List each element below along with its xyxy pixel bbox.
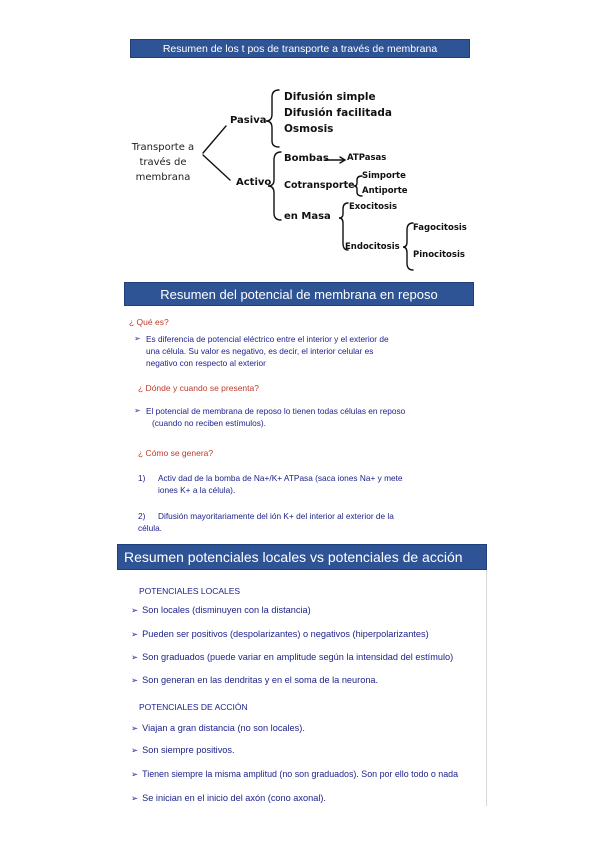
answer-line: Activ dad de la bomba de Na+/K+ ATPasa (saca iones Na+ y mete (158, 473, 403, 483)
section-banner-resting-potential: Resumen del potencial de membrana en reposo (124, 282, 474, 306)
item-endocitosis: Endocitosis (345, 242, 400, 252)
list-item-text: Son siempre positivos. (142, 745, 235, 755)
list-item-text: Viajan a gran distancia (no son locales). (142, 723, 305, 733)
answer-line: negativo con respecto al exterior (146, 358, 266, 368)
bullet-arrow-icon: ➢ (131, 724, 139, 734)
label-pasiva: Pasiva (230, 115, 267, 126)
item-antiporte: Antiporte (362, 186, 408, 196)
section-banner-transport: Resumen de los t pos de transporte a través de membrana (130, 39, 470, 58)
list-item (131, 745, 235, 756)
bullet-arrow-icon: ➢ (131, 676, 139, 686)
bullet-arrow-icon: ➢ (131, 653, 139, 663)
question-donde: ¿ Dónde y cuando se presenta? (138, 383, 259, 393)
answer-que-es (146, 333, 446, 369)
answer-line: iones K+ a la célula). (158, 485, 236, 495)
item-fagocitosis: Fagocitosis (413, 223, 467, 233)
item-exocitosis: Exocitosis (349, 202, 398, 212)
item-difusion-simple: Difusión simple (284, 91, 376, 103)
item-simporte: Simporte (362, 171, 406, 181)
list-item (131, 605, 311, 616)
item-pinocitosis: Pinocitosis (413, 250, 465, 260)
list-item-text: Tienen siempre la misma amplitud (no son graduados). Son por ello todo o nada (142, 769, 459, 779)
bullet-arrow-icon: ➢ (131, 746, 139, 756)
answer-line: Es diferencia de potencial eléctrico entre el interior y el exterior de (146, 334, 389, 344)
label-activo: Activo (236, 177, 272, 188)
list-item (131, 769, 458, 780)
title-potenciales-accion: POTENCIALES DE ACCIÓN (139, 702, 248, 712)
item-cotransporte: Cotransporte (284, 180, 355, 191)
bullet-arrow-icon: ➢ (131, 770, 139, 780)
step-number-1: 1) (138, 473, 146, 483)
list-item (131, 793, 326, 804)
bullet-arrow-icon: ➢ (134, 334, 141, 343)
answer-line: (cuando no reciben estímulos). (152, 418, 266, 428)
list-item (131, 675, 378, 686)
question-como: ¿ Cómo se genera? (138, 448, 214, 458)
item-difusion-facilitada: Difusión facilitada (284, 107, 392, 119)
item-osmosis: Osmosis (284, 123, 334, 135)
answer-line: una célula. Su valor es negativo, es decir, el interior celular es (146, 346, 374, 356)
list-item-text: Son generan en las dendritas y en el soma de la neurona. (142, 675, 379, 685)
root-line-3: membrana (135, 172, 191, 183)
question-que-es: ¿ Qué es? (129, 317, 169, 327)
section-banner-potentials: Resumen potenciales locales vs potenciales de acción (117, 544, 487, 570)
item-atpasas: ATPasas (347, 153, 387, 163)
list-item (131, 723, 305, 734)
item-en-masa: en Masa (284, 211, 331, 222)
item-bombas: Bombas (284, 153, 329, 164)
step-number-2: 2) (138, 511, 146, 521)
answer-line: El potencial de membrana de reposo lo tienen todas células en reposo (146, 406, 406, 416)
bullet-arrow-icon: ➢ (131, 606, 139, 616)
diagram-root-label (125, 140, 201, 185)
list-item-text: Se inician en el inicio del axón (cono axonal). (142, 793, 326, 803)
list-item-text: Son locales (disminuyen con la distancia) (142, 605, 311, 615)
brace-pasiva (266, 90, 279, 147)
divider (486, 570, 487, 806)
branch-line-activo (203, 155, 230, 180)
root-line-2: través de (139, 157, 187, 168)
brace-endocitosis (403, 223, 413, 270)
answer-como-2-end: célula. (138, 523, 162, 533)
bullet-arrow-icon: ➢ (134, 406, 141, 415)
answer-line: Difusión mayoritariamente del ión K+ del interior al exterior de la (158, 511, 394, 521)
branch-line-pasiva (203, 126, 226, 153)
list-item (131, 652, 453, 663)
list-item-text: Pueden ser positivos (despolarizantes) o negativos (hiperpolarizantes) (142, 629, 429, 639)
brace-cotransporte (354, 176, 362, 196)
answer-donde (146, 405, 466, 429)
bullet-arrow-icon: ➢ (131, 630, 139, 640)
list-item-text: Son graduados (puede variar en amplitude según la intensidad del estímulo) (142, 652, 454, 662)
title-potenciales-locales: POTENCIALES LOCALES (139, 586, 241, 596)
root-line-1: Transporte a (131, 142, 195, 153)
answer-como-2 (138, 510, 458, 522)
list-item (131, 629, 429, 640)
bullet-arrow-icon: ➢ (131, 794, 139, 804)
answer-como-1 (158, 472, 458, 496)
